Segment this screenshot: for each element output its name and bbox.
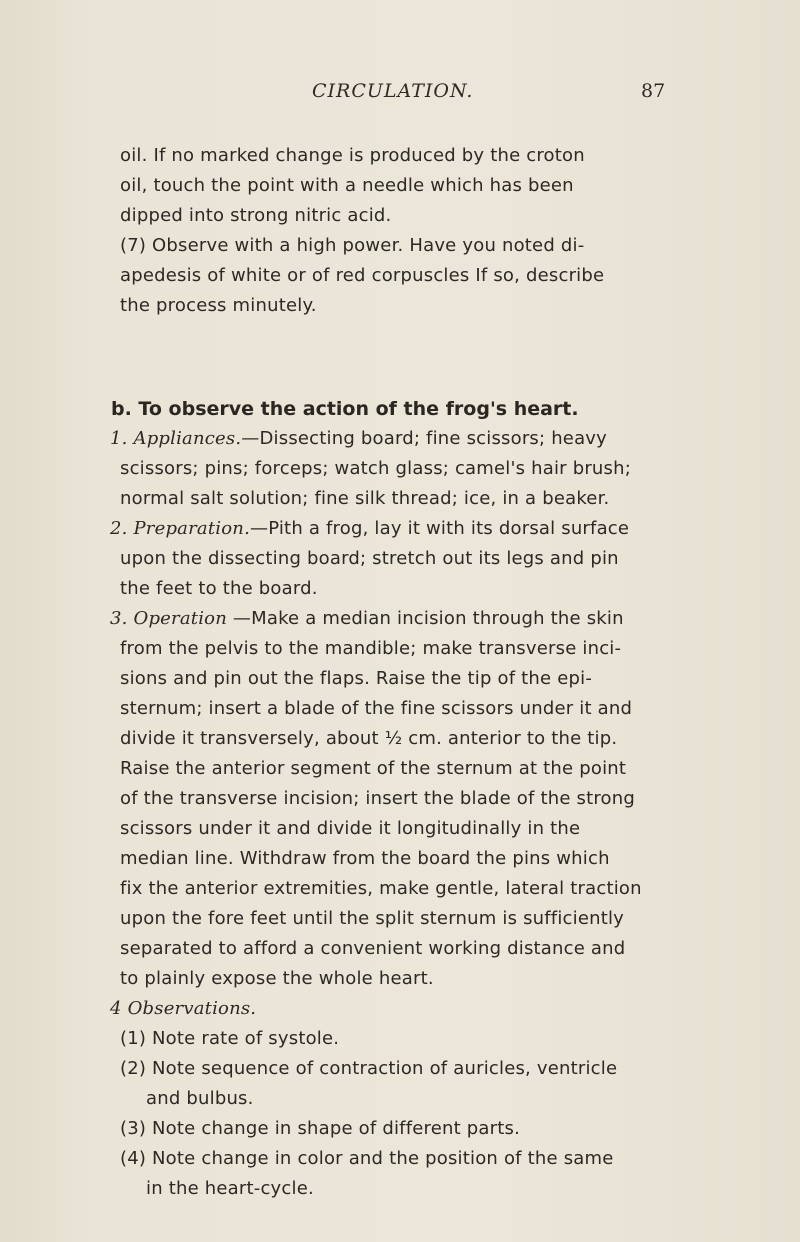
running-title: CIRCULATION. — [312, 80, 474, 102]
text-line: sternum; insert a blade of the fine scissors under it and — [120, 698, 633, 719]
preparation-label: 2. Preparation. — [110, 518, 250, 539]
text-line: the feet to the board. — [120, 578, 318, 599]
observation-item: in the heart-cycle. — [146, 1178, 314, 1199]
page-header — [0, 80, 800, 108]
text-line: divide it transversely, about ½ cm. anterior to the tip. — [120, 728, 618, 749]
text-line: sions and pin out the flaps. Raise the tip of the epi- — [120, 668, 593, 689]
text-line: oil, touch the point with a needle which has been — [120, 175, 574, 196]
observations-label: 4 Observations. — [110, 998, 257, 1019]
text-line: normal salt solution; fine silk thread; ice, in a beaker. — [120, 488, 610, 509]
observation-item: (4) Note change in color and the position of the same — [120, 1148, 614, 1169]
appliances-label: 1. Appliances. — [110, 428, 242, 449]
text-line: to plainly expose the whole heart. — [120, 968, 434, 989]
text-line: scissors under it and divide it longitudinally in the — [120, 818, 581, 839]
text-line: scissors; pins; forceps; watch glass; camel's hair brush; — [120, 458, 631, 479]
observation-item: (2) Note sequence of contraction of auricles, ventricle — [120, 1058, 618, 1079]
text-line: from the pelvis to the mandible; make transverse inci- — [120, 638, 622, 659]
preparation-text: —Pith a frog, lay it with its dorsal surface — [250, 518, 630, 539]
observation-item: and bulbus. — [146, 1088, 254, 1109]
text-line: median line. Withdraw from the board the pins which — [120, 848, 610, 869]
text-line: oil. If no marked change is produced by the croton — [120, 145, 585, 166]
page-number: 87 — [641, 80, 666, 102]
text-line — [110, 607, 624, 631]
text-line: (7) Observe with a high power. Have you noted di- — [120, 235, 585, 256]
text-line: fix the anterior extremities, make gentle, lateral traction — [120, 878, 642, 899]
text-line — [110, 997, 256, 1021]
operation-text: —Make a median incision through the skin — [226, 608, 624, 629]
text-line: Raise the anterior segment of the sternum at the point — [120, 758, 627, 779]
observation-item: (1) Note rate of systole. — [120, 1028, 340, 1049]
appliances-text: —Dissecting board; fine scissors; heavy — [241, 428, 608, 449]
text-line: the process minutely. — [120, 295, 317, 316]
text-line: of the transverse incision; insert the blade of the strong — [120, 788, 636, 809]
observation-item: (3) Note change in shape of different parts. — [120, 1118, 521, 1139]
text-line — [110, 427, 607, 451]
text-line: apedesis of white or of red corpuscles If so, describe — [120, 265, 605, 286]
text-line: upon the dissecting board; stretch out its legs and pin — [120, 548, 619, 569]
text-line — [110, 517, 629, 541]
text-line: separated to afford a convenient working distance and — [120, 938, 626, 959]
section-heading: b. To observe the action of the frog's heart. — [111, 398, 579, 420]
text-line: dipped into strong nitric acid. — [120, 205, 392, 226]
text-line: upon the fore feet until the split sternum is sufficiently — [120, 908, 625, 929]
operation-label: 3. Operation — [110, 608, 227, 629]
